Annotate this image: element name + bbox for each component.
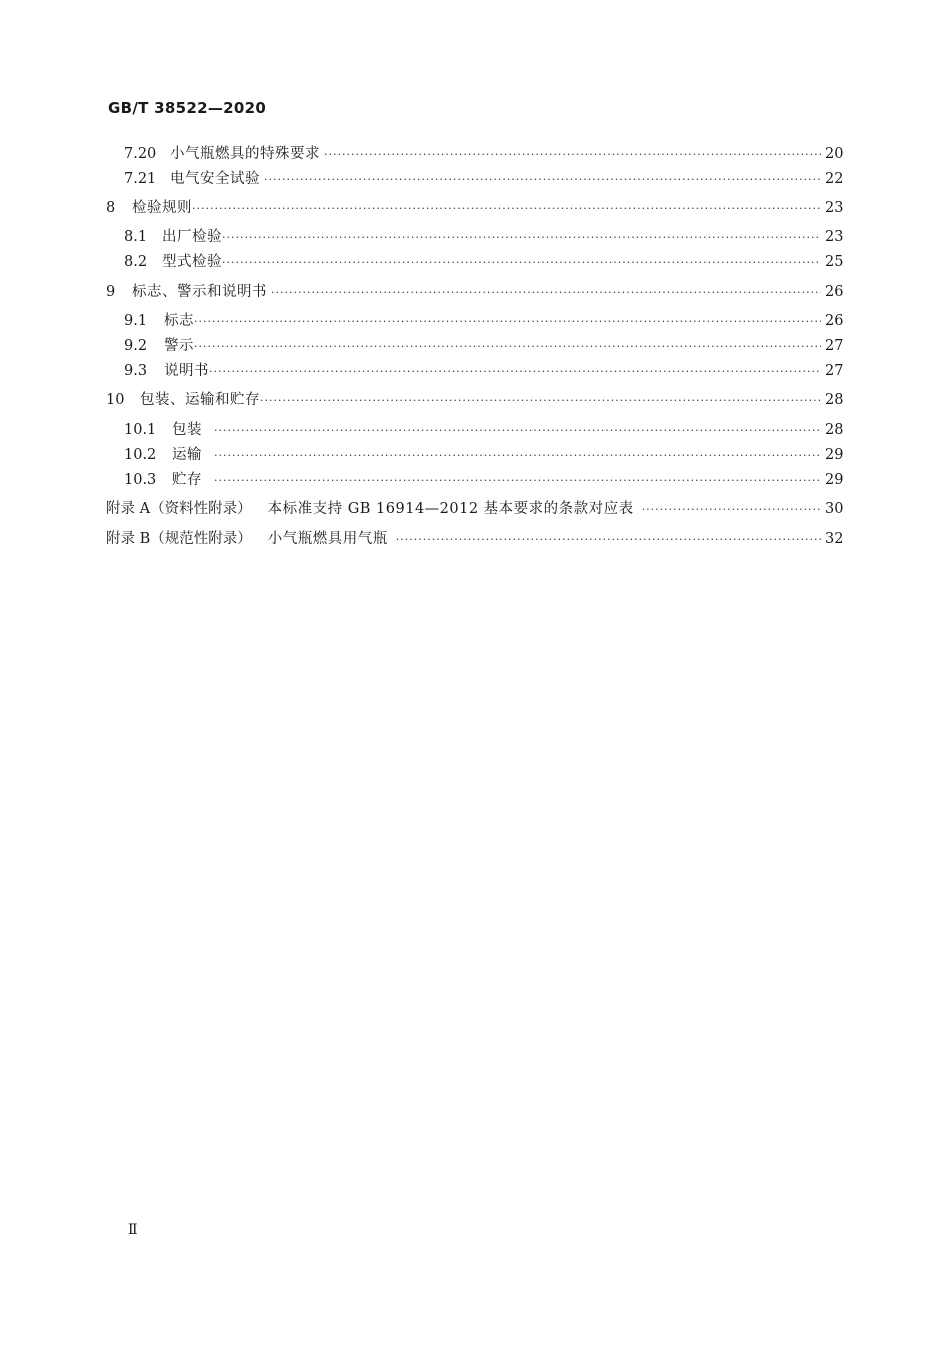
toc-entry-number: 8 <box>106 200 116 216</box>
toc-entry-page: 27 <box>825 338 844 354</box>
toc-entry-title: 贮存 <box>172 472 202 488</box>
toc-entry-number: 7.21 <box>124 171 157 187</box>
toc-entry-page: 25 <box>825 254 844 270</box>
toc-dot-leader <box>222 227 821 249</box>
toc-dot-leader <box>271 282 821 304</box>
toc-entry-title: 标志、警示和说明书 <box>132 284 267 300</box>
toc-dot-leader <box>214 420 821 442</box>
toc-dot-leader <box>192 198 821 220</box>
toc-entry-7-21[interactable] <box>124 168 843 190</box>
toc-entry-10[interactable] <box>106 389 843 411</box>
toc-entry-annex-b[interactable] <box>106 528 843 550</box>
toc-entry-number: 9.2 <box>124 338 148 354</box>
toc-entry-page: 28 <box>825 422 844 438</box>
toc-entry-number: 10 <box>106 392 125 408</box>
toc-entry-page: 29 <box>825 472 844 488</box>
toc-entry-number: 8.2 <box>124 254 148 270</box>
toc-entry-number: 附录 A（资料性附录） <box>106 501 252 517</box>
document-standard-number: GB/T 38522—2020 <box>108 99 267 117</box>
toc-entry-title: 运输 <box>172 447 202 463</box>
toc-entry-number: 7.20 <box>124 146 157 162</box>
toc-entry-title: 警示 <box>164 338 194 354</box>
toc-dot-leader <box>214 470 821 492</box>
toc-entry-page: 22 <box>825 171 844 187</box>
table-of-contents <box>0 0 950 600</box>
toc-entry-7-20[interactable] <box>124 143 843 165</box>
toc-entry-number: 10.1 <box>124 422 157 438</box>
toc-entry-8-2[interactable] <box>124 251 843 273</box>
toc-entry-page: 28 <box>825 392 844 408</box>
toc-entry-title: 检验规则 <box>132 200 192 216</box>
toc-entry-number: 附录 B（规范性附录） <box>106 531 252 547</box>
toc-entry-number: 8.1 <box>124 229 148 245</box>
toc-entry-page: 26 <box>825 284 844 300</box>
toc-entry-page: 20 <box>825 146 844 162</box>
toc-entry-page: 30 <box>825 501 844 517</box>
toc-dot-leader <box>194 336 821 358</box>
toc-entry-title: 包装、运输和贮存 <box>140 392 260 408</box>
toc-entry-10-1[interactable] <box>124 419 843 441</box>
toc-entry-title: 出厂检验 <box>162 229 222 245</box>
toc-entry-title: 说明书 <box>164 363 209 379</box>
toc-entry-9-1[interactable] <box>124 310 843 332</box>
toc-entry-page: 23 <box>825 200 844 216</box>
toc-entry-annex-a[interactable] <box>106 498 843 520</box>
toc-entry-number: 9.1 <box>124 313 148 329</box>
toc-entry-8-1[interactable] <box>124 226 843 248</box>
toc-entry-title: 本标准支持 GB 16914—2012 基本要求的条款对应表 <box>267 501 634 517</box>
toc-entry-page: 26 <box>825 313 844 329</box>
toc-dot-leader <box>209 361 821 383</box>
toc-entry-10-3[interactable] <box>124 469 843 491</box>
toc-entry-8[interactable] <box>106 197 843 219</box>
toc-entry-title: 型式检验 <box>162 254 222 270</box>
toc-entry-page: 27 <box>825 363 844 379</box>
toc-entry-10-2[interactable] <box>124 444 843 466</box>
toc-dot-leader <box>194 311 821 333</box>
toc-dot-leader <box>214 445 821 467</box>
toc-dot-leader <box>642 499 821 521</box>
toc-entry-page: 32 <box>825 531 844 547</box>
toc-entry-page: 29 <box>825 447 844 463</box>
toc-dot-leader <box>260 390 821 412</box>
toc-entry-title: 小气瓶燃具用气瓶 <box>267 531 388 547</box>
toc-entry-number: 9.3 <box>124 363 148 379</box>
toc-entry-9-2[interactable] <box>124 335 843 357</box>
toc-dot-leader <box>396 529 821 551</box>
toc-entry-title: 电气安全试验 <box>170 171 260 187</box>
toc-dot-leader <box>324 144 821 166</box>
toc-entry-title: 标志 <box>164 313 194 329</box>
toc-entry-9[interactable] <box>106 281 843 303</box>
toc-entry-page: 23 <box>825 229 844 245</box>
toc-entry-9-3[interactable] <box>124 360 843 382</box>
toc-dot-leader <box>222 252 821 274</box>
toc-entry-number: 9 <box>106 284 116 300</box>
toc-entry-title: 小气瓶燃具的特殊要求 <box>170 146 320 162</box>
toc-entry-number: 10.2 <box>124 447 157 463</box>
toc-entry-number: 10.3 <box>124 472 157 488</box>
toc-dot-leader <box>264 169 821 191</box>
page-number: Ⅱ <box>128 1222 138 1238</box>
toc-entry-title: 包装 <box>172 422 202 438</box>
